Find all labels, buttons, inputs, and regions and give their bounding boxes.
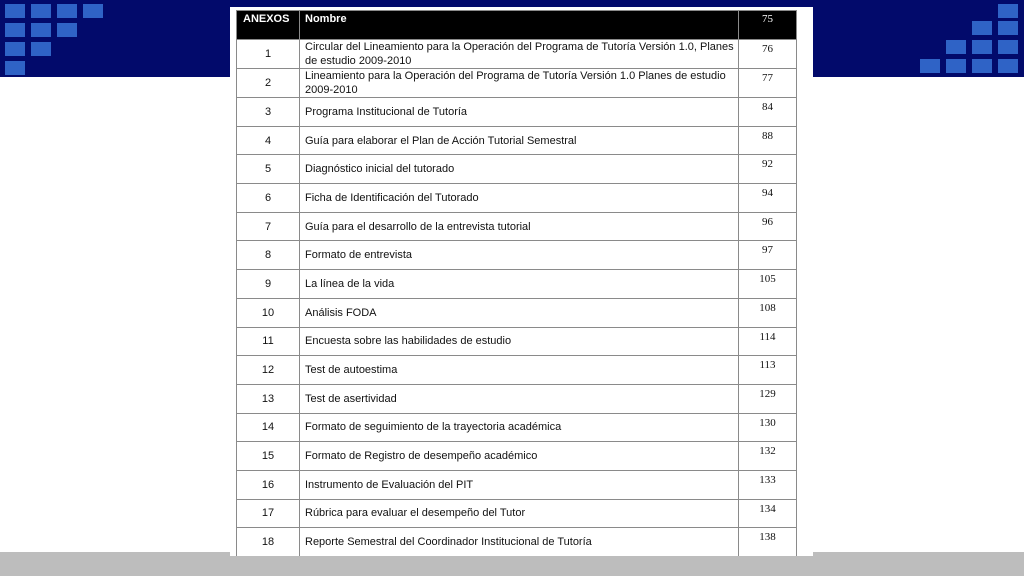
annex-page: 77 <box>739 69 797 98</box>
annex-page: 133 <box>739 470 797 499</box>
decor-square <box>998 59 1018 73</box>
decor-square <box>57 4 77 18</box>
annex-number: 9 <box>237 270 300 299</box>
annex-document <box>230 7 813 556</box>
annex-number: 14 <box>237 413 300 442</box>
decor-square <box>972 40 992 54</box>
annex-number: 18 <box>237 528 300 556</box>
annex-page: 97 <box>739 241 797 270</box>
annex-number: 2 <box>237 69 300 98</box>
annex-page: 113 <box>739 356 797 385</box>
decor-square <box>998 21 1018 35</box>
annex-name: La línea de la vida <box>300 270 739 299</box>
annex-page: 105 <box>739 270 797 299</box>
table-row <box>237 40 797 69</box>
decor-square <box>31 4 51 18</box>
annex-name: Test de asertividad <box>300 384 739 413</box>
annex-number: 7 <box>237 212 300 241</box>
annex-name: Encuesta sobre las habilidades de estudio <box>300 327 739 356</box>
annex-number: 1 <box>237 40 300 69</box>
annex-name: Ficha de Identificación del Tutorado <box>300 184 739 213</box>
annex-number: 16 <box>237 470 300 499</box>
table-row <box>237 298 797 327</box>
table-row <box>237 270 797 299</box>
annex-name: Formato de entrevista <box>300 241 739 270</box>
annex-page: 84 <box>739 98 797 127</box>
annex-page: 130 <box>739 413 797 442</box>
header-name: Nombre <box>300 11 739 40</box>
decor-square <box>972 59 992 73</box>
annex-number: 15 <box>237 442 300 471</box>
table-row <box>237 470 797 499</box>
annex-page: 108 <box>739 298 797 327</box>
table-row <box>237 98 797 127</box>
decor-square <box>5 61 25 75</box>
decor-square <box>31 42 51 56</box>
annex-name: Diagnóstico inicial del tutorado <box>300 155 739 184</box>
header-annex: ANEXOS <box>237 11 300 40</box>
annex-number: 3 <box>237 98 300 127</box>
table-row <box>237 413 797 442</box>
annex-name: Lineamiento para la Operación del Programa de Tutoría Versión 1.0 Planes de estudio 2009-2010 <box>300 69 739 98</box>
annex-name: Rúbrica para evaluar el desempeño del Tutor <box>300 499 739 528</box>
annex-page: 134 <box>739 499 797 528</box>
decor-square <box>57 23 77 37</box>
annex-number: 17 <box>237 499 300 528</box>
annex-name: Formato de Registro de desempeño académico <box>300 442 739 471</box>
decor-square <box>5 4 25 18</box>
annex-number: 6 <box>237 184 300 213</box>
annex-name: Guía para elaborar el Plan de Acción Tutorial Semestral <box>300 126 739 155</box>
decor-square <box>920 59 940 73</box>
annex-name: Programa Institucional de Tutoría <box>300 98 739 127</box>
annex-page: 129 <box>739 384 797 413</box>
decor-square <box>972 21 992 35</box>
annex-name: Análisis FODA <box>300 298 739 327</box>
annex-number: 4 <box>237 126 300 155</box>
annex-number: 8 <box>237 241 300 270</box>
annex-page: 114 <box>739 327 797 356</box>
decor-square <box>946 40 966 54</box>
annex-page: 88 <box>739 126 797 155</box>
table-row <box>237 356 797 385</box>
table-row <box>237 241 797 270</box>
annex-page: 92 <box>739 155 797 184</box>
table-row <box>237 184 797 213</box>
table-row <box>237 499 797 528</box>
annex-table <box>236 10 797 556</box>
annex-page: 96 <box>739 212 797 241</box>
annex-page: 76 <box>739 40 797 69</box>
header-page: 75 <box>739 11 797 40</box>
table-row <box>237 442 797 471</box>
annex-page: 94 <box>739 184 797 213</box>
decor-square <box>998 4 1018 18</box>
decor-square <box>946 59 966 73</box>
annex-number: 5 <box>237 155 300 184</box>
table-row <box>237 327 797 356</box>
table-row <box>237 126 797 155</box>
annex-name: Instrumento de Evaluación del PIT <box>300 470 739 499</box>
annex-number: 13 <box>237 384 300 413</box>
table-row <box>237 155 797 184</box>
decor-square <box>5 42 25 56</box>
decor-square <box>31 23 51 37</box>
annex-name: Test de autoestima <box>300 356 739 385</box>
annex-page: 132 <box>739 442 797 471</box>
annex-number: 10 <box>237 298 300 327</box>
table-row <box>237 528 797 556</box>
annex-number: 11 <box>237 327 300 356</box>
decor-square <box>83 4 103 18</box>
decor-square <box>998 40 1018 54</box>
annex-name: Guía para el desarrollo de la entrevista tutorial <box>300 212 739 241</box>
table-row <box>237 212 797 241</box>
table-header-row <box>237 11 797 40</box>
annex-name: Reporte Semestral del Coordinador Institucional de Tutoría <box>300 528 739 556</box>
table-row <box>237 384 797 413</box>
annex-name: Formato de seguimiento de la trayectoria académica <box>300 413 739 442</box>
annex-name: Circular del Lineamiento para la Operación del Programa de Tutoría Versión 1.0, Planes de estudio 2009-2010 <box>300 40 739 69</box>
decor-square <box>5 23 25 37</box>
annex-number: 12 <box>237 356 300 385</box>
table-row <box>237 69 797 98</box>
annex-page: 138 <box>739 528 797 556</box>
